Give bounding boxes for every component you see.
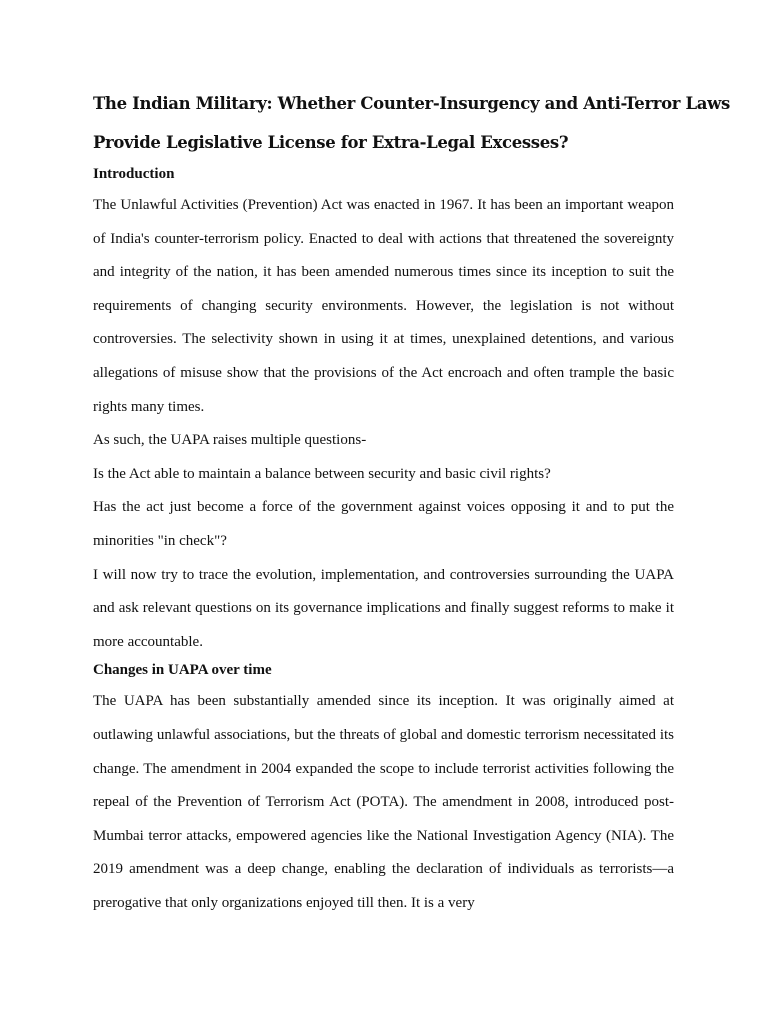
section-heading-changes: Changes in UAPA over time xyxy=(93,662,272,679)
document-page xyxy=(93,84,730,920)
paragraph-intro-question-1: Is the Act able to maintain a balance between security and basic civil rights? xyxy=(93,465,551,482)
paragraph-intro-1: The Unlawful Activities (Prevention) Act was enacted in 1967. It has been an important weapon of India's counter-terrorism policy. Enacted to deal with actions that threatened the sovereignty and integrity of the nation, it has been amended numerous times since its inception to suit the requirements of changing security environments. However, the legislation is not without controversies. The selectivity shown in using it at times, unexplained detentions, and various allegations of misuse show that the provisions of the Act encroach and often trample the basic rights many times. xyxy=(93,197,674,415)
paragraph-intro-question-2: Has the act just become a force of the government against voices opposing it and to put the minorities "in check"? xyxy=(93,499,674,549)
document-title xyxy=(93,84,730,162)
title-line-2: Provide Legislative License for Extra-Legal Excesses? xyxy=(93,133,569,152)
paragraph-changes-1: The UAPA has been substantially amended since its inception. It was originally aimed at outlawing unlawful associations, but the threats of global and domestic terrorism necessitated its change. The amendment in 2004 expanded the scope to include terrorist activities following the repeal of the Prevention of Terrorism Act (POTA). The amendment in 2008, introduced post-Mumbai terror attacks, empowered agencies like the National Investigation Agency (NIA). The 2019 amendment was a deep change, enabling the declaration of individuals as terrorists—a prerogative that only organizations enjoyed till then. It is a very xyxy=(93,693,674,911)
paragraph-intro-2: As such, the UAPA raises multiple questions- xyxy=(93,432,367,449)
section-heading-introduction: Introduction xyxy=(93,166,175,182)
paragraph-intro-5: I will now try to trace the evolution, implementation, and controversies surrounding the UAPA and ask relevant questions on its governance implications and finally suggest reforms to make it more accountable. xyxy=(93,566,674,650)
title-line-1: The Indian Military: Whether Counter-Insurgency and Anti-Terror Laws xyxy=(93,94,730,113)
